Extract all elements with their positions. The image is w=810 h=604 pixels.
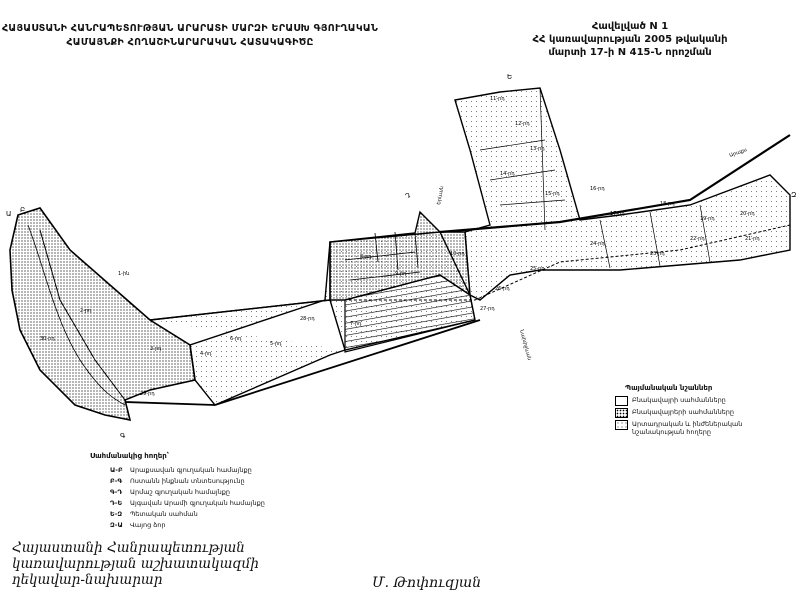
road-label-east: Արաքս — [728, 147, 748, 159]
signatory-line-1: Հայաստանի Հանրապետության — [12, 540, 245, 556]
adjacent-land-text: Ոստանն ինքնան տնտեսությունը — [130, 477, 245, 485]
parcel-label: 21-րդ — [745, 236, 760, 242]
adjacent-land-text: Արմաշ գյուղական համայնքը — [130, 488, 230, 496]
legend-item — [615, 396, 726, 406]
adjacent-land-code: Դ-Ե — [110, 499, 123, 507]
parcel-label: 29-րդ — [140, 391, 155, 397]
adjacent-land-text: Այգավան Արամի գյուղական համայնքը — [130, 499, 265, 507]
adjacent-land-text: Վայոց ձոր — [130, 521, 166, 529]
legend-item — [615, 420, 742, 436]
adjacent-land-item — [110, 521, 166, 529]
road-label-north: Երևան — [436, 185, 446, 206]
signatory-line-2: կառավարության աշխատակազմի — [12, 556, 259, 572]
title-line-1: ՀԱՅԱՍՏԱՆԻ ՀԱՆՐԱՊԵՏՈՒԹՅԱՆ ԱՐԱՐԱՏԻ ՄԱՐԶԻ ԵՐԱՍԽ ԳՅՈՒՂԱԿԱՆ — [1, 23, 379, 34]
parcel-label: 16-րդ — [590, 186, 605, 192]
parcel-label: 1-ին — [118, 271, 130, 277]
legend-swatch-boundary — [615, 396, 628, 406]
parcel-label: 12-րդ — [515, 121, 530, 127]
adjacent-land-code: Բ-Գ — [110, 477, 123, 485]
parcel-label: 6-րդ — [230, 336, 242, 342]
northern-corridor — [455, 88, 790, 300]
legend-label — [632, 420, 742, 436]
adjacent-land-item — [110, 477, 245, 485]
title-line-2: ՀԱՄԱՅՆՔԻ ՀՈՂԱՇԻՆԱՐԱՐԱԿԱՆ ՀԱՏԱԿԱԳԻԾԸ — [66, 37, 314, 48]
adjacent-land-code: Զ-Ա — [110, 521, 123, 529]
adjacent-land-code: Գ-Դ — [110, 488, 123, 496]
annex-number: Հավելված N 1 — [591, 21, 669, 32]
parcel-label: 27-րդ — [480, 306, 495, 312]
parcel-label: 17-րդ — [610, 211, 625, 217]
parcel-label: 11-րդ — [490, 96, 505, 102]
adjacent-land-text: Պետական սահման — [130, 510, 198, 518]
legend-title: Պայմանական նշաններ — [625, 384, 713, 392]
parcel-label: 5-րդ — [270, 341, 282, 347]
legend-swatch-settlement — [615, 408, 628, 418]
parcel-label: 19-րդ — [700, 216, 715, 222]
adjacent-land-item — [110, 488, 230, 496]
signatory-title — [12, 540, 259, 588]
point-d: Դ — [405, 192, 411, 200]
legend-label: Բնակավայրերի սահմանները — [632, 408, 735, 416]
adjacent-land-code: Ե-Զ — [110, 510, 123, 518]
parcel-label: 28-րդ — [300, 316, 315, 322]
signatory-line-3: ղեկավար-նախարար — [12, 572, 163, 588]
adjacent-lands-title: Սահմանակից հողեր՝ — [90, 452, 169, 460]
parcel-label: 20-րդ — [740, 211, 755, 217]
signatory-name: Մ. Թոփուզյան — [372, 575, 482, 591]
point-a: Ա — [6, 210, 12, 218]
adjacent-land-code: Ա-Բ — [110, 466, 123, 474]
adjacent-land-item — [110, 499, 265, 507]
parcel-label: 8-րդ — [360, 254, 372, 260]
annex-date-line: մարտի 17-ի N 415-Ն որոշման — [548, 47, 712, 58]
adjacent-land-item — [110, 466, 252, 474]
parcel-label: 30-րդ — [40, 336, 55, 342]
legend-swatch-industrial — [615, 420, 628, 430]
annex-reference — [510, 20, 750, 59]
parcel-label: 24-րդ — [590, 241, 605, 247]
parcel-label: 23-րդ — [650, 251, 665, 257]
legend-label-line2: նշանակության հողերը — [632, 428, 712, 436]
parcel-label: 25-րդ — [530, 266, 545, 272]
document-title — [0, 22, 380, 50]
parcel-label: 18-րդ — [660, 201, 675, 207]
parcel-label: 7-րդ — [350, 321, 362, 327]
point-e: Ե — [507, 73, 513, 81]
parcel-label: 4-րդ — [200, 351, 212, 357]
parcel-label: 26-րդ — [495, 286, 510, 292]
annex-decree-line: ՀՀ կառավարության 2005 թվականի — [532, 34, 728, 45]
parcel-label: 14-րդ — [500, 171, 515, 177]
legend-label-line1: Արտադրական և ինժեներական — [632, 420, 743, 428]
parcel-label: 15-րդ — [545, 191, 560, 197]
point-c: Գ — [120, 432, 126, 440]
adjacent-land-item — [110, 510, 198, 518]
parcel-label: 13-րդ — [530, 146, 545, 152]
central-north-border — [150, 242, 330, 320]
parcel-label: 2-րդ — [80, 308, 92, 314]
parcel-label: 9-րդ — [395, 271, 407, 277]
road-label-south: Նախիջևան — [518, 328, 533, 361]
parcel-label: 3-րդ — [150, 346, 162, 352]
parcel-label: 10-րդ — [450, 251, 465, 257]
point-f: Զ — [791, 191, 797, 199]
legend-item — [615, 408, 734, 418]
parcel-label: 22-րդ — [690, 236, 705, 242]
point-b: Բ — [20, 206, 26, 214]
legend-label: Բնակավայրի սահմանները — [632, 396, 726, 404]
adjacent-land-text: Արաքսավան գյուղական համայնքը — [130, 466, 252, 474]
